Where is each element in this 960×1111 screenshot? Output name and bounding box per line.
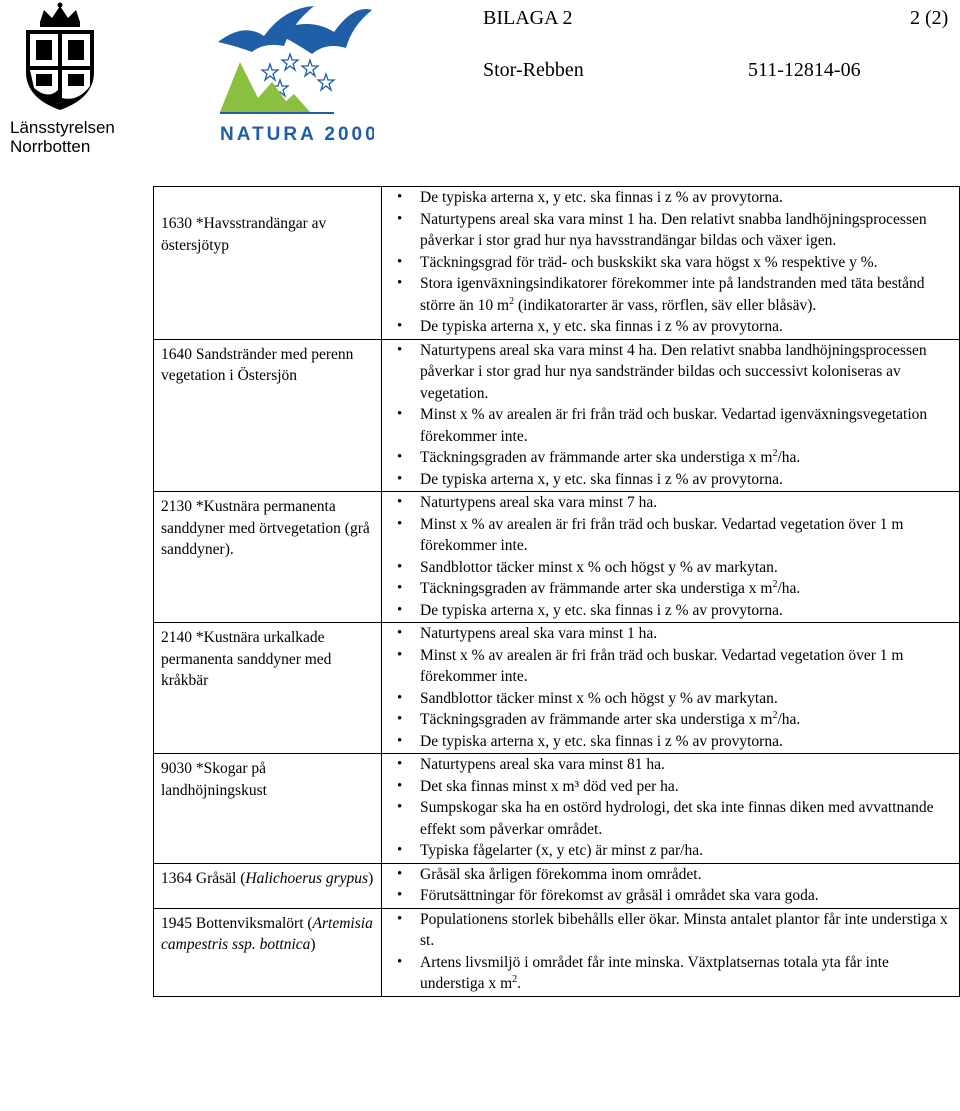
list-item [382,952,955,995]
list-item: • De typiska arterna x, y etc. ska finnas i z % av provytorna. [382,187,955,209]
list-item-text: Stora igenväxningsindikatorer förekommer inte på landstranden med täta bestånd större än 10 m [420,275,925,314]
list-item-text-tail: (indikatorarter är vass, rörflen, säv eller blåsäv). [514,296,817,314]
table-row [154,623,960,754]
superscript: 2 [772,709,778,721]
species-name-tail: ) [368,869,374,887]
site-name: Stor-Rebben [483,59,584,81]
list-item-text-tail: /ha. [777,449,801,466]
habitat-name: 2140 *Kustnära urkalkade permanenta sanddyner med kråkbär [161,629,332,689]
list-item: • Naturtypens areal ska vara minst 81 ha. [382,754,955,776]
superscript: 2 [509,295,515,307]
list-item: • Gråsäl ska årligen förekomma inom området. [382,864,955,886]
goals-cell [382,187,960,340]
site-code: 511-12814-06 [748,59,861,81]
habitat-name: 9030 *Skogar på landhöjningskust [161,760,267,799]
habitat-cell [154,623,382,754]
goals-list [382,623,959,753]
conservation-goals-table [153,186,960,997]
goals-list [382,492,959,622]
goals-cell [382,754,960,864]
list-item: • Sandblottor täcker minst x % och högst y % av markytan. [382,557,955,579]
list-item [382,273,955,316]
goals-list [382,187,959,339]
goals-cell [382,908,960,996]
list-item: • Minst x % av arealen är fri från träd och buskar. Vedartad igenväxningsvegetation förekommer inte. [382,404,955,447]
superscript: 2 [772,578,778,590]
habitat-cell [154,339,382,492]
table-row [154,492,960,623]
list-item: • Täckningsgrad för träd- och buskskikt ska vara högst x % respektive y %. [382,252,955,274]
organization-name [10,118,115,156]
list-item: • Naturtypens areal ska vara minst 1 ha. [382,623,955,645]
species-latin-name: Artemisia campestris ssp. bottnica [161,914,373,953]
list-item [382,447,955,469]
list-item: • Typiska fågelarter (x, y etc) är minst z par/ha. [382,840,955,862]
table-row [154,863,960,908]
list-item: • Minst x % av arealen är fri från träd och buskar. Vedartad vegetation över 1 m förekommer inte. [382,645,955,688]
list-item-text: Täckningsgraden av främmande arter ska understiga x m [420,449,773,466]
list-item-text: Täckningsgraden av främmande arter ska understiga x m [420,580,773,597]
habitat-cell [154,754,382,864]
habitat-name: 1640 Sandstränder med perenn vegetation i Östersjön [161,345,354,384]
list-item: • Naturtypens areal ska vara minst 4 ha. Den relativt snabba landhöjningsprocessen påverkar i stor grad hur nya sandstränder bildas och successivt koloniseras av vegetation. [382,340,955,405]
goals-list [382,754,959,863]
habitat-cell [154,863,382,908]
list-item: • De typiska arterna x, y etc. ska finnas i z % av provytorna. [382,316,955,338]
table-row [154,339,960,492]
natura-2000-logo [214,2,374,147]
list-item: • Förutsättningar för förekomst av gråsäl i området ska vara goda. [382,885,955,907]
natura-2000-text: NATURA 2000 [220,124,374,145]
list-item-text-tail: /ha. [777,711,801,728]
appendix-label: BILAGA 2 [483,7,573,29]
species-name: 1364 Gråsäl ( [161,869,246,887]
list-item: • Sumpskogar ska ha en ostörd hydrologi, det ska inte finnas diken med avvattnande effekt som påverkar området. [382,797,955,840]
table-row [154,908,960,996]
page-number: 2 (2) [910,7,949,29]
habitat-name: 2130 *Kustnära permanenta sanddyner med örtvegetation (grå sanddyner). [161,498,370,558]
habitat-cell [154,908,382,996]
page-header [0,0,960,170]
organization-name-line1: Länsstyrelsen [10,118,115,137]
goals-cell [382,339,960,492]
lansstyrelsen-logo [6,2,116,162]
table-row [154,754,960,864]
list-item: • Minst x % av arealen är fri från träd och buskar. Vedartad vegetation över 1 m förekommer inte. [382,514,955,557]
list-item: • Sandblottor täcker minst x % och högst y % av markytan. [382,688,955,710]
goals-list [382,340,959,492]
goals-list [382,864,959,908]
superscript: 2 [512,973,518,985]
list-item: • Det ska finnas minst x m³ död ved per ha. [382,776,955,798]
list-item [382,578,955,600]
natura-2000-icon [214,2,374,147]
list-item-text: Artens livsmiljö i området får inte minska. Växtplatsernas totala yta får inte understiga x m [420,953,889,992]
list-item-text-tail: /ha. [777,580,801,597]
list-item [382,709,955,731]
goals-cell [382,623,960,754]
list-item: • Naturtypens areal ska vara minst 1 ha. Den relativt snabba landhöjningsprocessen påverkar i stor grad hur nya havsstrandängar bildas och växer igen. [382,209,955,252]
list-item: • Naturtypens areal ska vara minst 7 ha. [382,492,955,514]
list-item: • De typiska arterna x, y etc. ska finnas i z % av provytorna. [382,469,955,491]
list-item: • De typiska arterna x, y etc. ska finnas i z % av provytorna. [382,731,955,753]
table-row [154,187,960,340]
organization-name-line2: Norrbotten [10,137,91,156]
list-item: • Populationens storlek bibehålls eller ökar. Minsta antalet plantor får inte understiga x st. [382,909,955,952]
goals-cell [382,863,960,908]
habitat-name: 1630 *Havsstrandängar av östersjötyp [161,215,327,254]
species-name-tail: ) [310,936,316,953]
list-item-text: Täckningsgraden av främmande arter ska understiga x m [420,711,773,728]
goals-list [382,909,959,996]
list-item: • De typiska arterna x, y etc. ska finnas i z % av provytorna. [382,600,955,622]
superscript: 2 [772,447,778,459]
habitat-cell [154,187,382,340]
county-coat-of-arms-icon [18,2,102,114]
species-name: 1945 Bottenviksmalört ( [161,914,313,932]
goals-cell [382,492,960,623]
species-latin-name: Halichoerus grypus [245,869,369,887]
habitat-cell [154,492,382,623]
list-item-text-tail: . [517,975,521,992]
